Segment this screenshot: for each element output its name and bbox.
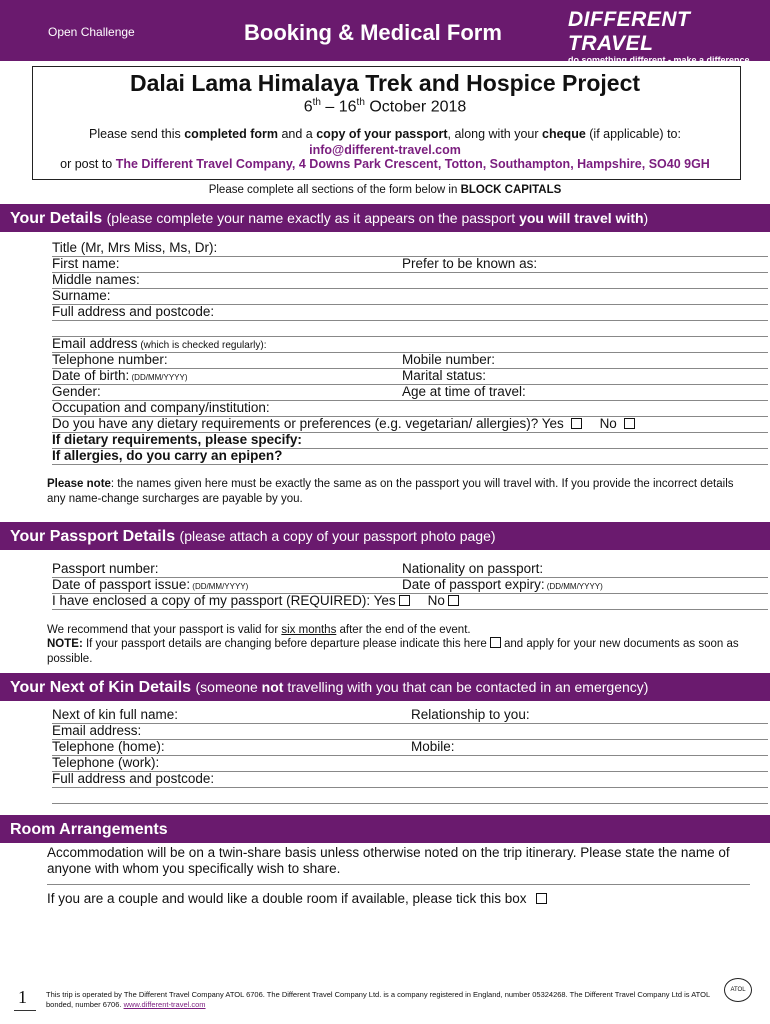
field-passport-number[interactable]: Passport number: Nationality on passport:	[52, 561, 768, 578]
double-room-checkbox[interactable]	[536, 893, 547, 904]
logo-wordmark: DIFFERENT TRAVEL	[568, 8, 691, 55]
field-passport-issue[interactable]: Date of passport issue: (DD/MM/YYYY) Date of passport expiry: (DD/MM/YYYY)	[52, 577, 768, 594]
field-address[interactable]: Full address and postcode:	[52, 304, 768, 321]
section-passport: Your Passport Details (please attach a copy of your passport photo page)	[0, 522, 770, 550]
field-marital[interactable]: Marital status:	[402, 368, 487, 383]
section-next-of-kin: Your Next of Kin Details (someone not travelling with you that can be contacted in an emergency)	[0, 673, 770, 701]
trip-dates: 6th – 16th October 2018	[303, 97, 467, 116]
logo-url: www.different-travel.com	[681, 66, 758, 73]
field-middle-names[interactable]: Middle names:	[52, 272, 768, 289]
contact-email[interactable]: info@different-travel.com	[309, 143, 461, 157]
passport-change-checkbox[interactable]	[490, 637, 501, 648]
dietary-no-checkbox[interactable]	[624, 418, 635, 429]
room-instructions: Accommodation will be on a twin-share basis unless otherwise noted on the trip itinerary. Please state the name of anyone with whom you specifically wish to share.	[47, 845, 730, 876]
field-kin-name[interactable]: Next of kin full name: Relationship to you:	[52, 707, 768, 724]
field-mobile[interactable]: Mobile number:	[402, 352, 496, 367]
passport-name-note: Please note: the names given here must be exactly the same as on the passport you will travel with. If you provide the incorrect details any name-change surcharges are payable by you.	[47, 478, 734, 505]
field-dietary-specify[interactable]: If dietary requirements, please specify:	[52, 432, 768, 449]
field-dietary: Do you have any dietary requirements or preferences (e.g. vegetarian/ allergies)? Yes No	[52, 416, 768, 433]
field-passport-expiry[interactable]: Date of passport expiry: (DD/MM/YYYY)	[402, 577, 603, 592]
atol-logo: ATOL	[724, 978, 752, 1002]
passport-change-note: NOTE: If your passport details are changing before departure please indicate this here and apply for your new documents as soon as possible.	[47, 638, 739, 665]
send-instructions: Please send this completed form and a copy of your passport, along with your cheque (if applicable) to:	[89, 127, 681, 141]
field-dob[interactable]: Date of birth: (DD/MM/YYYY) Marital status:	[52, 368, 768, 385]
field-kin-address[interactable]: Full address and postcode:	[52, 771, 768, 788]
field-passport-enclosed: I have enclosed a copy of my passport (REQUIRED): Yes No	[52, 593, 768, 610]
page-number: 1	[18, 987, 27, 1007]
field-kin-email[interactable]: Email address:	[52, 723, 768, 740]
field-surname[interactable]: Surname:	[52, 288, 768, 305]
footer-url[interactable]: www.different-travel.com	[123, 1000, 206, 1009]
double-room-option: If you are a couple and would like a double room if available, please tick this box	[47, 891, 547, 906]
block-capitals-note: Please complete all sections of the form below in BLOCK CAPITALS	[208, 184, 562, 196]
footer-legal: This trip is operated by The Different Travel Company ATOL 6706. The Different Travel Company Ltd. is a company registered in England, number 05324268. The Different Travel Company Ltd is ATOL bonded, number 6706. www.different-travel.com	[46, 990, 710, 1009]
field-telephone[interactable]: Telephone number: Mobile number:	[52, 352, 768, 369]
field-nationality[interactable]: Nationality on passport:	[402, 561, 544, 576]
field-gender[interactable]: Gender: Age at time of travel:	[52, 384, 768, 401]
passport-yes-checkbox[interactable]	[399, 595, 410, 606]
section-your-details: Your Details (please complete your name exactly as it appears on the passport you will travel with)	[0, 204, 770, 232]
challenge-type-label: Open Challenge	[48, 25, 135, 39]
field-email[interactable]: Email address (which is checked regularly):	[52, 336, 768, 353]
field-epipen[interactable]: If allergies, do you carry an epipen?	[52, 448, 768, 465]
passport-no-checkbox[interactable]	[448, 595, 459, 606]
field-kin-tel-home[interactable]: Telephone (home): Mobile:	[52, 739, 768, 756]
room-share-line[interactable]	[47, 884, 750, 885]
postal-address: or post to The Different Travel Company, 4 Downs Park Crescent, Totton, Southampton, Hampshire, SO40 9GH	[60, 157, 710, 171]
field-title[interactable]: Title (Mr, Mrs Miss, Ms, Dr):	[52, 240, 768, 257]
trip-title: Dalai Lama Himalaya Trek and Hospice Project	[129, 70, 641, 96]
field-kin-address-line2[interactable]	[52, 787, 768, 804]
field-occupation[interactable]: Occupation and company/institution:	[52, 400, 768, 417]
field-kin-tel-work[interactable]: Telephone (work):	[52, 755, 768, 772]
section-room: Room Arrangements	[0, 815, 770, 843]
field-address-line2[interactable]	[52, 320, 768, 337]
field-known-as[interactable]: Prefer to be known as:	[402, 256, 538, 271]
field-kin-mobile[interactable]: Mobile:	[411, 739, 455, 754]
logo-tagline: do something different - make a difference	[568, 55, 750, 65]
dietary-yes-checkbox[interactable]	[571, 418, 582, 429]
field-first-name[interactable]: First name: Prefer to be known as:	[52, 256, 768, 273]
passport-validity-note: We recommend that your passport is valid for six months after the end of the event.	[47, 624, 471, 636]
page-number-rule	[14, 1010, 36, 1011]
company-logo	[568, 8, 763, 73]
form-title: Booking & Medical Form	[244, 20, 502, 45]
field-age[interactable]: Age at time of travel:	[402, 384, 526, 399]
field-kin-relationship[interactable]: Relationship to you:	[411, 707, 530, 722]
